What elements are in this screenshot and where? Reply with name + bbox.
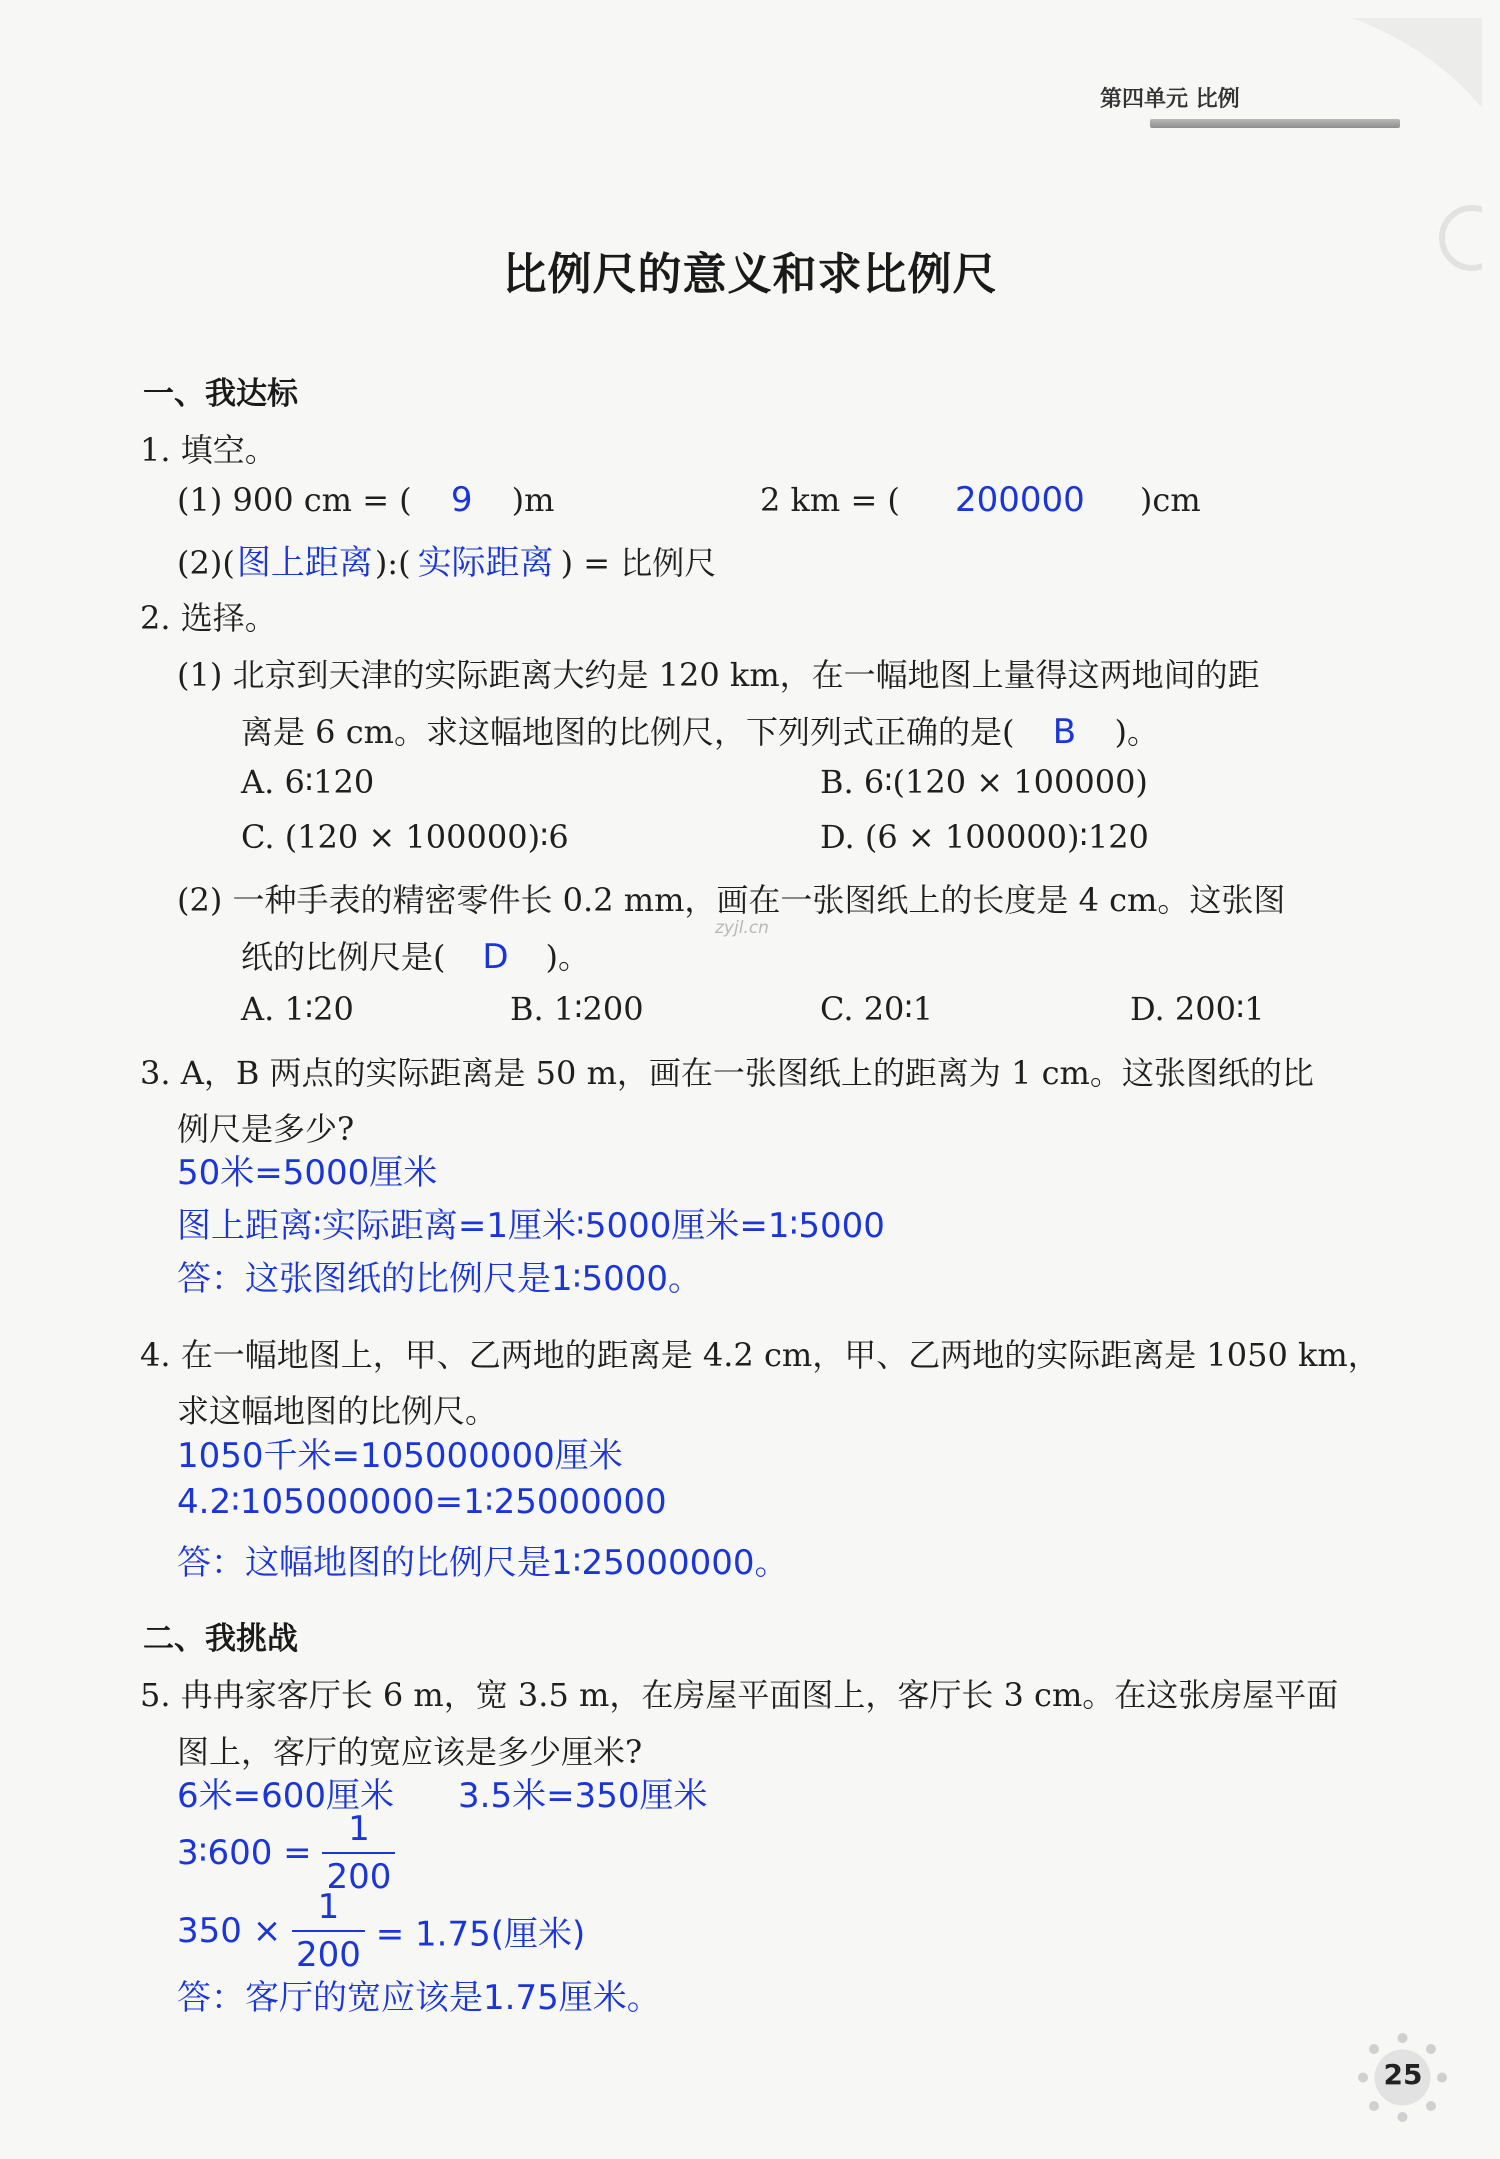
q1a-answer: 9 — [450, 480, 473, 520]
question-1-stem: 1. 填空。 — [140, 431, 277, 469]
section-heading-2: 二、我挑战 — [143, 1621, 298, 1657]
question-5-line1: 5. 冉冉家客厅长 6 m，宽 3.5 m，在房屋平面图上，客厅长 3 cm。在这张房屋平面 — [140, 1676, 1339, 1714]
q2-part1-line2 — [241, 707, 1159, 753]
q5-ratio: 3∶600 = — [177, 1833, 312, 1873]
q2p1-suffix: )。 — [1114, 713, 1159, 751]
q2p2-prefix: 纸的比例尺是( — [241, 938, 446, 976]
q2p1-answer: B — [1052, 712, 1077, 752]
q2p2-option-b: B. 1∶200 — [510, 990, 644, 1028]
q1c-answer-1: 图上距离 — [236, 543, 373, 583]
question-5-line2: 图上，客厅的宽应该是多少厘米? — [177, 1733, 643, 1771]
fraction-1-200 — [322, 1809, 395, 1897]
q1a-suffix: )m — [511, 481, 555, 519]
q2p2-option-a: A. 1∶20 — [241, 990, 354, 1028]
question-4-line1: 4. 在一幅地图上，甲、乙两地的距离是 4.2 cm，甲、乙两地的实际距离是 1050 km， — [140, 1336, 1380, 1374]
q5-answer-line4: 答：客厅的宽应该是1.75厘米。 — [177, 1978, 661, 2018]
q5-answer-line1b: 3.5米=350厘米 — [458, 1776, 708, 1816]
q1b-answer: 200000 — [955, 480, 1085, 520]
q2p1-option-d: D. (6 × 100000)∶120 — [820, 818, 1149, 856]
q5-answer-line3 — [177, 1887, 586, 1975]
fraction-numerator: 1 — [317, 1887, 340, 1927]
fraction-denominator: 200 — [292, 1930, 365, 1972]
header-bar — [1150, 119, 1400, 128]
q2p2-suffix: )。 — [545, 938, 590, 976]
q4-answer-line1: 1050千米=105000000厘米 — [177, 1436, 623, 1476]
page-number: 25 — [1383, 2058, 1423, 2091]
watermark: zyjl.cn — [715, 918, 769, 938]
q1c-prefix: (2)( — [177, 544, 235, 582]
q2-part2-line2 — [241, 932, 590, 978]
q1c-suffix: ) = 比例尺 — [560, 544, 717, 582]
q4-answer-line3: 答：这幅地图的比例尺是1∶25000000。 — [177, 1543, 789, 1583]
q2p1-option-c: C. (120 × 100000)∶6 — [241, 818, 569, 856]
q4-answer-line2: 4.2∶105000000=1∶25000000 — [177, 1482, 667, 1522]
q5-answer-line1a: 6米=600厘米 — [177, 1776, 395, 1816]
q1-part-b — [760, 480, 1201, 520]
q2-part2-line1: (2) 一种手表的精密零件长 0.2 mm，画在一张图纸上的长度是 4 cm。这张图 — [177, 881, 1286, 919]
q2-part1-line1: (1) 北京到天津的实际距离大约是 120 km，在一幅地图上量得这两地间的距 — [177, 656, 1260, 694]
question-2-stem: 2. 选择。 — [140, 599, 277, 637]
fraction-numerator: 1 — [348, 1809, 370, 1849]
q2p1-option-a: A. 6∶120 — [241, 763, 375, 801]
q1c-answer-2: 实际距离 — [417, 543, 554, 583]
q3-answer-line1: 50米=5000厘米 — [177, 1153, 438, 1193]
q2p1-option-b: B. 6∶(120 × 100000) — [820, 763, 1148, 801]
q5-multiply: 350 × — [177, 1911, 282, 1951]
q5-result: = 1.75(厘米) — [375, 1914, 586, 1955]
question-3-line2: 例尺是多少? — [177, 1110, 355, 1148]
q1a-prefix: (1) 900 cm = ( — [177, 481, 412, 519]
unit-header: 第四单元 比例 — [1100, 87, 1240, 112]
q1-part-c — [177, 535, 716, 584]
q1b-prefix: 2 km = ( — [760, 481, 900, 519]
q1-part-a — [177, 480, 554, 520]
question-4-line2: 求这幅地图的比例尺。 — [177, 1392, 498, 1430]
section-heading-1: 一、我达标 — [143, 376, 298, 412]
q5-answer-line2 — [177, 1809, 395, 1897]
page-title: 比例尺的意义和求比例尺 — [502, 249, 998, 300]
fraction-denominator: 200 — [322, 1852, 395, 1894]
q3-answer-line2: 图上距离∶实际距离=1厘米∶5000厘米=1∶5000 — [177, 1206, 885, 1246]
q2p2-option-c: C. 20∶1 — [820, 990, 934, 1028]
q2p2-answer: D — [482, 937, 509, 977]
question-3-line1: 3. A，B 两点的实际距离是 50 m，画在一张图纸上的距离为 1 cm。这张图纸的比 — [140, 1054, 1314, 1092]
q1c-mid: ):( — [374, 544, 411, 582]
q2p1-prefix: 离是 6 cm。求这幅地图的比例尺，下列列式正确的是( — [241, 713, 1015, 751]
q3-answer-line3: 答：这张图纸的比例尺是1∶5000。 — [177, 1259, 703, 1299]
q2p2-option-d: D. 200∶1 — [1130, 990, 1265, 1028]
fraction-1-200-b — [292, 1887, 365, 1975]
q1b-suffix: )cm — [1139, 481, 1201, 519]
